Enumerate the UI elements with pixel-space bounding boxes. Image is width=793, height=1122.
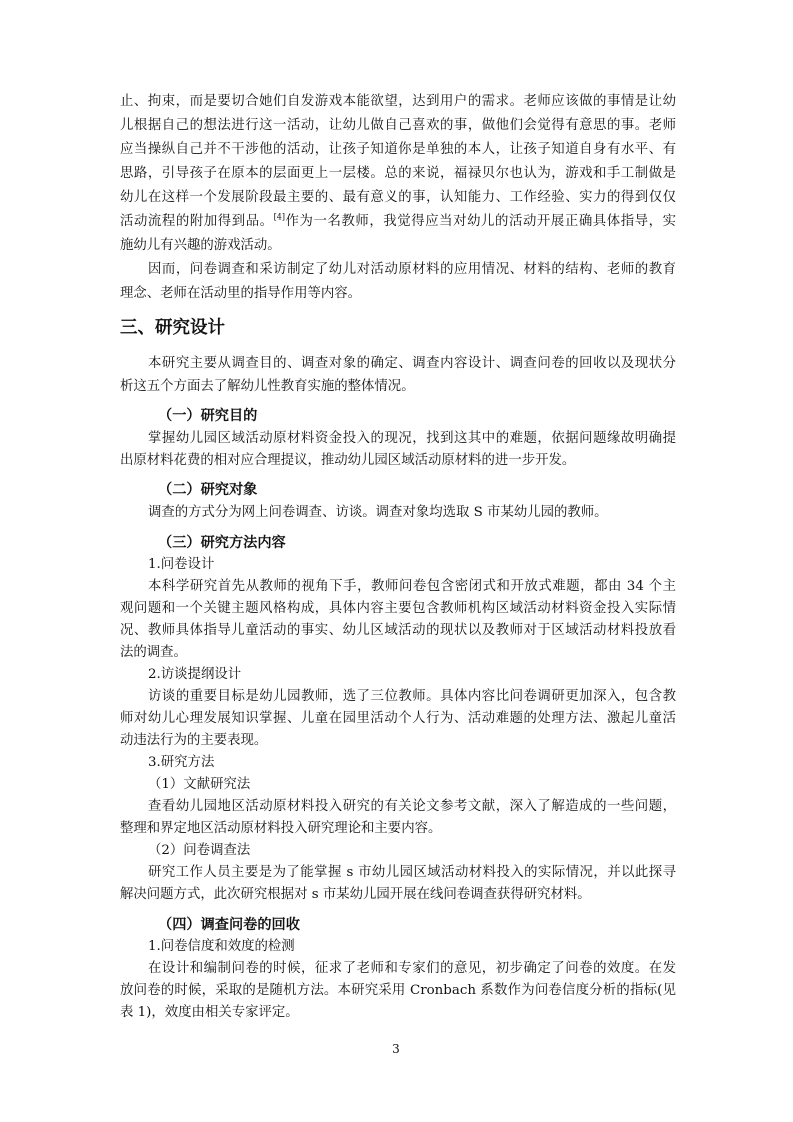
body-text-line: 儿根据自己的想法进行这一活动，让幼儿做自己喜欢的事，做他们会觉得有意思的事。老师: [120, 118, 676, 133]
body-text-line: 本研究主要从调查目的、调查对象的确定、调查内容设计、调查问卷的回收以及现状分: [148, 356, 676, 371]
citation-ref: [4]: [273, 212, 285, 222]
body-text-line: 施幼儿有兴趣的游戏活动。: [120, 238, 281, 253]
body-text-line: 因而，问卷调查和采访制定了幼儿对活动原材料的应用情况、材料的结构、老师的教育: [148, 262, 676, 277]
list-item-label: 3.研究方法: [148, 755, 215, 770]
subsection-heading: （三）研究方法内容: [158, 535, 286, 551]
section-heading: 三、研究设计: [120, 318, 225, 338]
body-text-line: 观问题和一个关键主题风格构成，具体内容主要包含教师机构区域活动材料资金投入实际情: [120, 601, 676, 616]
body-text-line: 幼儿在这样一个发展阶段最主要的、最有意义的事，认知能力、工作经验、实力的得到仅仅: [120, 190, 676, 205]
body-text-line: 本科学研究首先从教师的视角下手，教师问卷包含密闭式和开放式难题，都由 34 个主: [148, 579, 676, 594]
body-text-line: [120, 212, 676, 232]
body-text-line: 研究工作人员主要是为了能掌握 s 市幼儿园区域活动材料投入的实际情况，并以此探寻: [148, 865, 676, 880]
list-item-label: 2.访谈提纲设计: [148, 667, 242, 682]
page-number: 3: [392, 1042, 400, 1056]
body-text-line: 在设计和编制问卷的时候，征求了老师和专家们的意见，初步确定了问卷的效度。在发: [148, 961, 676, 976]
body-text-line: 调查的方式分为网上问卷调查、访谈。调查对象均选取 S 市某幼儿园的教师。: [148, 505, 608, 520]
body-text-line: 查看幼儿园地区活动原材料投入研究的有关论文参考文献，深入了解造成的一些问题，: [148, 799, 676, 814]
body-text-line: 放问卷的时候，采取的是随机方法。本研究采用 Cronbach 系数作为问卷信度分析的指标(见: [120, 983, 676, 998]
body-text-line: 师对幼儿心理发展知识掌握、儿童在园里活动个人行为、活动难题的处理方法、激起儿童活: [120, 711, 676, 726]
body-text-line: 况、教师具体指导儿童活动的事实、幼儿区域活动的现状以及教师对于区域活动材料投放看: [120, 623, 676, 638]
list-item-label: 1.问卷设计: [148, 557, 215, 572]
body-text-line: 解决问题方式，此次研究根据对 s 市某幼儿园开展在线问卷调查获得研究材料。: [120, 887, 591, 902]
subsection-heading: （四）调查问卷的回收: [158, 917, 300, 933]
body-text-line: 思路，引导孩子在原本的层面更上一层楼。总的来说，福禄贝尔也认为，游戏和手工制做是: [120, 166, 676, 181]
body-text-line: 表 1)，效度由相关专家评定。: [120, 1005, 299, 1020]
body-text-line: 访谈的重要目标是幼儿园教师，选了三位教师。具体内容比问卷调研更加深入，包含教: [148, 689, 676, 704]
list-item-label: （2）问卷调查法: [148, 843, 251, 858]
body-text-line: 应当操纵自己并不干涉他的活动，让孩子知道你是单独的本人，让孩子知道自身有水平、有: [120, 142, 676, 157]
body-text-line: 掌握幼儿园区域活动原材料资金投入的现况，找到这其中的难题，依据问题缘故明确提: [148, 431, 676, 446]
body-text-line: 析这五个方面去了解幼儿性教育实施的整体情况。: [120, 379, 415, 394]
body-text-line: 出原材料花费的相对应合理提议，推动幼儿园区域活动原材料的进一步开发。: [120, 453, 576, 468]
body-text-line: 法的调查。: [120, 645, 187, 660]
body-text-line: 理念、老师在活动里的指导作用等内容。: [120, 286, 362, 301]
body-text-segment: 作为一名教师，我觉得应当对幼儿的活动开展正确具体指导，实: [284, 214, 677, 229]
list-item-label: 1.问卷信度和效度的检测: [148, 939, 295, 954]
body-text-line: 止、拘束，而是要切合她们自发游戏本能欲望，达到用户的需求。老师应该做的事情是让幼: [120, 94, 676, 109]
list-item-label: （1）文献研究法: [148, 777, 251, 792]
body-text-line: 整理和界定地区活动原材料投入研究理论和主要内容。: [120, 821, 442, 836]
body-text-line: 动违法行为的主要表现。: [120, 733, 268, 748]
body-text-segment: 活动流程的附加得到品。: [120, 214, 274, 229]
subsection-heading: （二）研究对象: [158, 482, 258, 498]
subsection-heading: （一）研究目的: [158, 408, 258, 424]
